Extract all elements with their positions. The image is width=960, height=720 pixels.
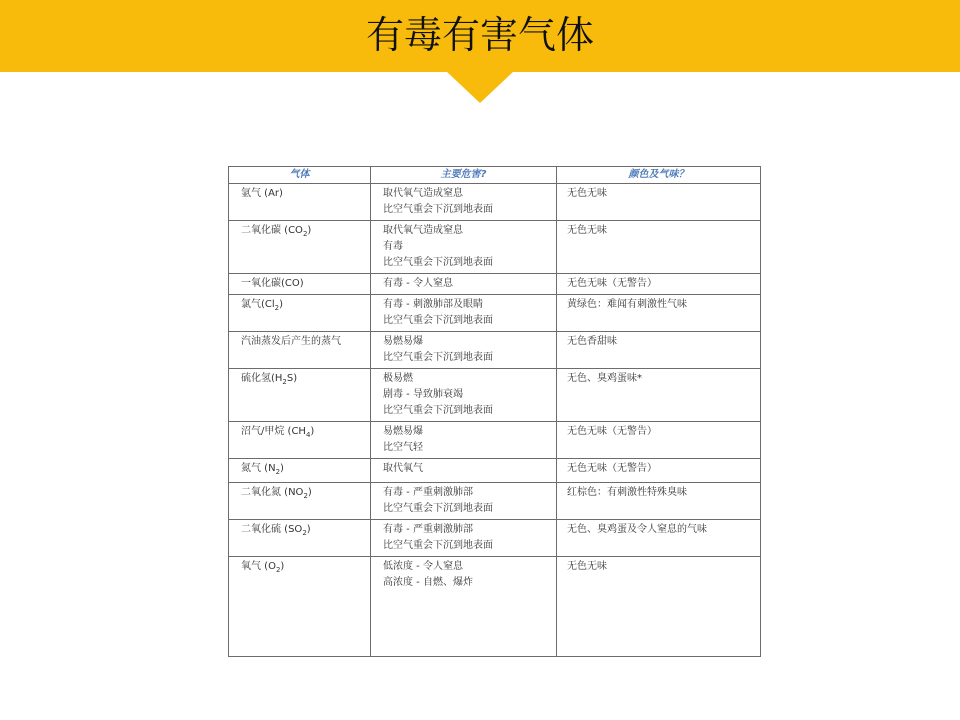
hazard-cell [371, 295, 557, 332]
hazard-line: 取代氧气造成窒息 [383, 188, 463, 199]
gas-formula-suffix: ) [280, 561, 285, 572]
banner-arrow-pointer [446, 71, 514, 103]
hazard-line: 比空气重会下沉到地表面 [383, 352, 493, 363]
hazard-cell [371, 459, 557, 483]
table-row [229, 422, 761, 459]
gas-name: 二氧化硫 (SO [241, 524, 303, 535]
gas-formula-suffix: ) [306, 524, 311, 535]
table-row [229, 483, 761, 520]
hazard-line: 比空气重会下沉到地表面 [383, 204, 493, 215]
color-odor-cell: 无色无味（无警告） [557, 274, 761, 295]
color-odor-cell: 红棕色：有刺激性特殊臭味 [557, 483, 761, 520]
color-odor-cell: 无色、臭鸡蛋味* [557, 369, 761, 422]
gas-formula-suffix: ) [307, 487, 312, 498]
color-odor-cell: 黄绿色：难闻有刺激性气味 [557, 295, 761, 332]
hazard-line: 比空气重会下沉到地表面 [383, 503, 493, 514]
gas-formula-suffix: ) [280, 463, 284, 474]
gas-name-cell [229, 221, 371, 274]
hazard-cell [371, 274, 557, 295]
gas-name: 沼气/甲烷 (CH [241, 426, 306, 437]
gas-formula-subscript: 2 [282, 378, 287, 386]
table-row [229, 557, 761, 657]
hazard-cell [371, 369, 557, 422]
gas-name: 一氧化碳(CO) [241, 278, 304, 289]
hazard-cell [371, 332, 557, 369]
gas-name-cell [229, 274, 371, 295]
color-odor-cell: 无色无味（无警告） [557, 422, 761, 459]
header-hazards: 主要危害? [371, 167, 557, 184]
header-gas: 气体 [229, 167, 371, 184]
color-odor-cell: 无色无味 [557, 557, 761, 657]
gas-name-cell [229, 295, 371, 332]
table-header-row [229, 167, 761, 184]
color-odor-cell: 无色、臭鸡蛋及令人窒息的气味 [557, 520, 761, 557]
hazard-line: 比空气轻 [383, 442, 423, 453]
color-odor-cell: 无色无味（无警告） [557, 459, 761, 483]
gas-name: 氮气 (N [241, 463, 276, 474]
gas-name: 汽油蒸发后产生的蒸气 [241, 336, 341, 347]
hazard-cell [371, 221, 557, 274]
hazard-cell [371, 557, 557, 657]
hazard-line: 有毒 - 严重刺激肺部 [383, 524, 473, 535]
gas-formula-subscript: 2 [275, 468, 281, 476]
hazard-line: 高浓度 - 自燃、爆炸 [383, 577, 473, 588]
hazard-line: 有毒 [383, 241, 403, 252]
hazard-line: 比空气重会下沉到地表面 [383, 315, 493, 326]
gas-name-cell [229, 483, 371, 520]
hazard-line: 有毒 - 刺激肺部及眼睛 [383, 299, 483, 310]
gas-formula-subscript: 2 [302, 529, 307, 537]
gas-hazard-table [228, 166, 761, 657]
gas-name-cell [229, 184, 371, 221]
table-body [229, 184, 761, 657]
gas-name-cell [229, 369, 371, 422]
gas-name-cell [229, 332, 371, 369]
gas-name-cell [229, 557, 371, 657]
hazard-line: 有毒 - 令人窒息 [383, 278, 453, 289]
table-row [229, 184, 761, 221]
gas-formula-subscript: 4 [305, 431, 311, 439]
table-row [229, 520, 761, 557]
gas-name: 氯气(Cl [241, 299, 275, 310]
gas-formula-suffix: ) [279, 299, 284, 310]
table-row [229, 274, 761, 295]
hazard-cell [371, 520, 557, 557]
table-row [229, 332, 761, 369]
hazard-cell [371, 483, 557, 520]
color-odor-cell: 无色无味 [557, 184, 761, 221]
hazard-cell [371, 422, 557, 459]
hazard-line: 比空气重会下沉到地表面 [383, 257, 493, 268]
gas-formula-suffix: ) [310, 426, 315, 437]
hazard-line: 极易燃 [383, 373, 413, 384]
gas-formula-suffix: S) [286, 373, 298, 384]
hazard-cell [371, 184, 557, 221]
hazard-line: 剧毒 - 导致肺衰竭 [383, 389, 463, 400]
gas-name-cell [229, 459, 371, 483]
hazard-line: 比空气重会下沉到地表面 [383, 540, 493, 551]
hazard-line: 易燃易爆 [383, 336, 423, 347]
gas-formula-subscript: 2 [274, 304, 280, 312]
gas-name: 硫化氢(H [241, 373, 283, 384]
gas-formula-subscript: 2 [302, 230, 308, 238]
gas-name: 二氧化氮 (NO [241, 487, 304, 498]
gas-name: 氩气 (Ar) [241, 188, 283, 199]
hazard-line: 比空气重会下沉到地表面 [383, 405, 493, 416]
gas-name-cell [229, 520, 371, 557]
hazard-line: 取代氧气 [383, 463, 423, 474]
hazard-line: 低浓度 - 令人窒息 [383, 561, 463, 572]
hazard-line: 易燃易爆 [383, 426, 423, 437]
gas-name: 氧气 (O [241, 561, 276, 572]
gas-formula-subscript: 2 [303, 492, 308, 500]
hazard-line: 有毒 - 严重刺激肺部 [383, 487, 473, 498]
table-row [229, 369, 761, 422]
page-title: 有毒有害气体 [365, 13, 594, 57]
color-odor-cell: 无色香甜味 [557, 332, 761, 369]
hazard-line: 取代氧气造成窒息 [383, 225, 463, 236]
table-row [229, 295, 761, 332]
gas-formula-suffix: ) [307, 225, 312, 236]
color-odor-cell: 无色无味 [557, 221, 761, 274]
gas-name: 二氧化碳 (CO [241, 225, 303, 236]
table-row [229, 221, 761, 274]
gas-formula-subscript: 2 [275, 566, 281, 574]
header-color-odor: 颜色及气味？ [557, 167, 761, 184]
gas-name-cell [229, 422, 371, 459]
table-row [229, 459, 761, 483]
